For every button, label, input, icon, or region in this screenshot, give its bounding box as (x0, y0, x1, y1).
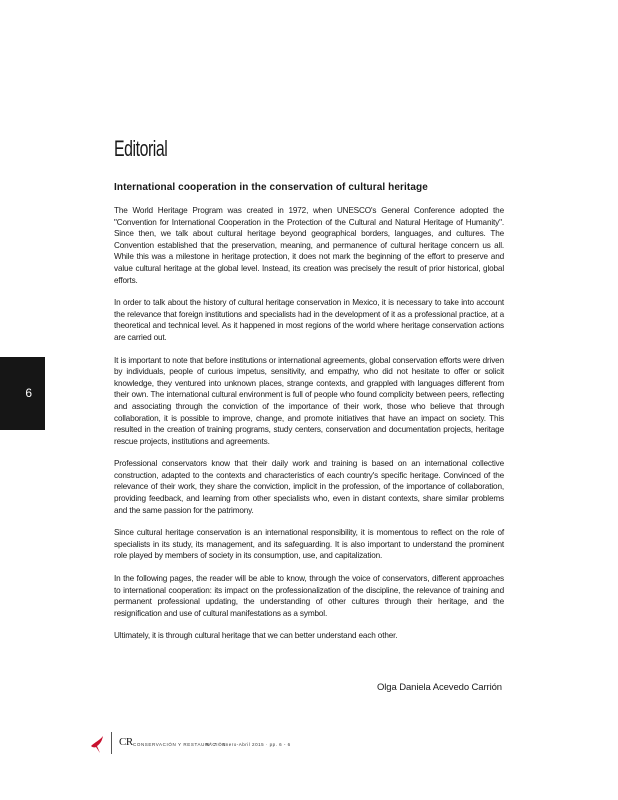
issue-info: N° 7 · Enero-Abril 2015 · pp. 6 - 6 (206, 742, 291, 747)
paragraph: Since cultural heritage conservation is an international responsibility, it is momentous to reflect on the role of specialists in its study, its management, and its safeguarding. It is also important to understand the prominent role played by members of society in its consumption, use, and capitalization. (114, 528, 504, 561)
paragraph: Professional conservators know that their daily work and training is based on an international collective construction, adapted to the contexts and characteristics of each country's specific heritage. Convinced of the relevance of their work, they share the conviction, implicit in the profession, of the importance of collaboration, providing feedback, and learning from other specialists who, even in distant contexts, share similar problems and the same passion for the patrimony. (114, 459, 504, 515)
paragraph: It is important to note that before institutions or international agreements, global conservation efforts were driven by individuals, people of curious impetus, sensitivity, and empathy, who did not hesitate to offer or solicit knowledge, they ventured into unknown places, strange contexts, and grappled with languages different from their own. The international cultural environment is full of people who found complicity between peers, reflecting and associating through the conviction of the importance of their work, those who believe that through collaboration, it is possible to improve, change, and promote initiatives that have an impact on society. This resulted in the creation of training programs, study centers, conservation and documentation projects, heritage rescue projects, institutions and agreements. (114, 355, 504, 446)
footer-divider (111, 732, 112, 754)
paragraph: The World Heritage Program was created in 1972, when UNESCO's General Conference adopted the "Convention for International Cooperation in the Protection of the Cultural and Natural Heritage of Humanity". Since then, we talk about cultural heritage beyond geographical borders, languages, and cultures. The Convention established that the preservation, meaning, and permanence of cultural heritage concern us all. While this was a milestone in heritage protection, it does not mark the beginning of the effort to preserve and value cultural heritage at the global level. Instead, its creation was precisely the result of prior historical, global efforts. (114, 206, 504, 285)
article-body (114, 205, 504, 653)
page-number: 6 (25, 386, 32, 400)
paragraph: In order to talk about the history of cultural heritage conservation in Mexico, it is necessary to take into account the relevance that foreign institutions and specialists had in the development of it as a professional practice, at a theoretical and technical level. As it happened in most regions of the world where heritage conservation actions are carried out. (114, 298, 504, 342)
page-number-tab (0, 357, 45, 430)
journal-name: CONSERVACIÓN Y RESTAURACIÓN (133, 742, 227, 747)
page-title: Editorial (114, 136, 168, 161)
paragraph: Ultimately, it is through cultural heritage that we can better understand each other. (114, 631, 398, 641)
author-signature: Olga Daniela Acevedo Carrión (377, 682, 502, 693)
bird-logo-icon (89, 732, 109, 754)
page-footer (89, 730, 339, 756)
journal-abbrev: CR (119, 736, 133, 748)
paragraph: In the following pages, the reader will be able to know, through the voice of conservators, different approaches to international cooperation: its impact on the professionalization of the discipline, the relevance of training and permanent professional updating, the understanding of other cultures through their heritage, and the resignification and use of cultural manifestations as a symbol. (114, 574, 504, 618)
article-subtitle: International cooperation in the conservation of cultural heritage (114, 182, 428, 193)
